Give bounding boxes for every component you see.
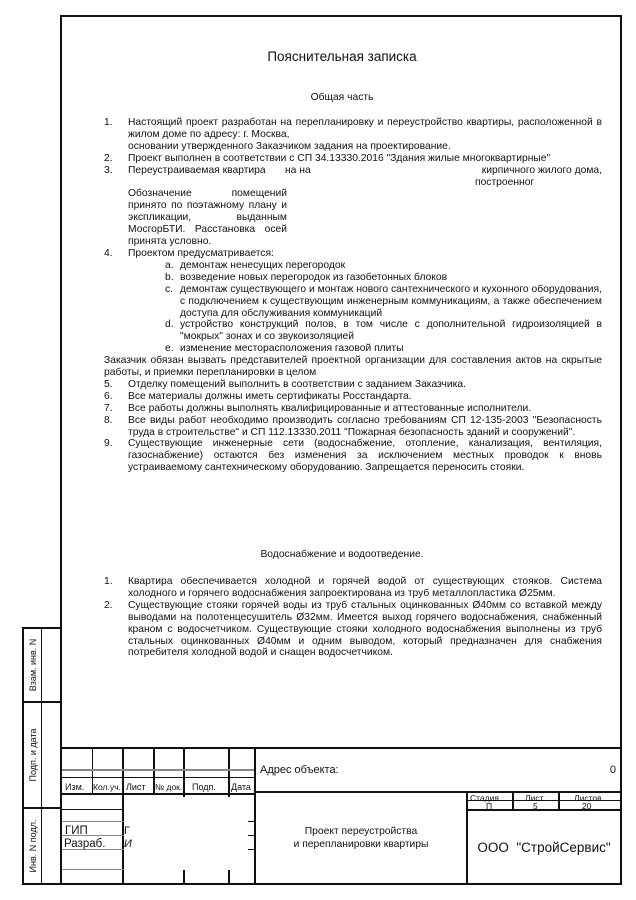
item-letter: a. [165, 259, 174, 271]
list-item [104, 438, 602, 474]
item-number: 1. [104, 117, 113, 128]
sub-list-item [104, 272, 602, 284]
list-item [104, 576, 602, 600]
list-item [104, 165, 602, 248]
item-text: кирпичного жилого дома, построенног [475, 164, 602, 188]
list-item [104, 600, 602, 660]
item-text: Квартира обеспечивается холодной и горячей водой от существующих стояков. Система холодного и горячего водоснабжения запроектирована из труб металлопластика Ø25мм. [128, 576, 602, 599]
list-item [104, 379, 602, 391]
section-heading-general: Общая часть [310, 92, 374, 103]
side-label: Подп. и дата [28, 728, 38, 782]
item-text: Все работы должны выполнять квалифицированные и аттестованные исполнители. [128, 402, 532, 414]
title-block [62, 747, 620, 883]
item-text: на на [285, 164, 311, 176]
item-text: Отделку помещений выполнить в соответствии с заданием Заказчика. [128, 378, 466, 390]
role-developer: Разраб. [64, 838, 106, 850]
address-label: Адрес объекта: [260, 764, 339, 776]
sub-list-item [104, 284, 602, 320]
item-text: Переустраиваемая квартира [128, 164, 266, 176]
col-header-qty: Кол.уч. [93, 782, 121, 792]
col-header-sheet: Лист [126, 782, 146, 792]
item-number: 2. [104, 152, 113, 164]
item-number: 9. [104, 438, 113, 450]
company-name: ООО "СтройСервис" [477, 839, 611, 855]
sub-list-item [104, 343, 602, 355]
item-text: Существующие стояки горячей воды из труб стальных оцинкованных Ø40мм со вставкой между выводами на полотенцесушитель Ø32мм. Имеется выход горячего водоснабжения, снабженный краном с водосчетчиком. Существующие стояки холодного водоснабжения выполнены из труб стальных оцинкованных Ø40мм и одним выводом, который предназначен для снабжения потребителя холодной водой и снащен водосчетчиком. [128, 599, 602, 659]
item-letter: d. [165, 319, 174, 331]
col-header-change: Изм. [65, 782, 85, 792]
side-cell-replacement-inv [24, 629, 62, 703]
address-value: 0 [609, 764, 616, 776]
list-item [104, 415, 602, 439]
col-header-date: Дата [231, 782, 251, 792]
item-text: Проект выполнен в соответствии с СП 34.13330.2016 "Здания жилые многоквартирные" [128, 152, 551, 164]
item-text: Все виды работ необходимо производить согласно требованиям СП 12-135-2003 "Безопасность труда в строительстве" и СП 112.13330.2011 "Пожарная безопасность зданий и сооружений". [128, 414, 602, 438]
item-number: 8. [104, 414, 113, 426]
list-item [104, 117, 602, 153]
item-number: 4. [104, 247, 113, 259]
role-chief-engineer: ГИП [65, 825, 88, 837]
item-number: 2. [104, 599, 113, 611]
item-letter: b. [165, 271, 174, 283]
col-header-sign: Подп. [192, 782, 216, 792]
item-text: Существующие инженерные сети (водоснабжение, отопление, канализация, вентиляция, газоснабжение) остаются без изменения за исключением местных проводок к вновь устраиваемому сантехническому оборудованию. Запрещается переносить стояки. [128, 438, 602, 474]
list-item [104, 391, 602, 403]
item-text: Все материалы должны иметь сертификаты Росстандарта. [128, 390, 412, 402]
project-name-line: Проект переустройства [304, 826, 418, 837]
side-label: Инв. N подл. [28, 819, 38, 873]
stage-header: Стадия [470, 793, 499, 803]
item-letter: e. [165, 343, 174, 355]
sub-list-item [104, 319, 602, 343]
sheet-value: 5 [533, 801, 538, 811]
side-cell-sign-date [24, 703, 62, 809]
item-number: 7. [104, 402, 113, 414]
project-name [256, 793, 466, 883]
item-text: Настоящий проект разработан на перепланировку и переустройство квартиры, расположенной в жилом доме по адресу: г. Москва, [128, 117, 602, 140]
item-text [287, 188, 602, 248]
col-header-doc-no: № док. [155, 782, 183, 792]
item-number: 1. [104, 576, 113, 587]
item-text: возведение новых перегородок из газобетонных блоков [180, 271, 448, 283]
page-title: Пояснительная записка [267, 49, 417, 64]
project-name-line: и перепланировки квартиры [293, 839, 429, 850]
item-text: устройство конструкций полов, в том числе с дополнительной гидроизоляцией в "мокрых" зонах и со звукоизоляцией [180, 319, 602, 343]
item-text: изменение месторасположения газовой плиты [180, 343, 404, 355]
list-item [104, 248, 602, 260]
sheets-value: 20 [582, 801, 592, 811]
role-name-partial: Г [124, 825, 130, 837]
section-general-body [104, 117, 602, 474]
item-text: демонтаж существующего и монтаж нового сантехнического и кухонного оборудования, с подключением к существующим инженерным коммуникациям, а также обеспечением доступа для обслуживания коммуникаций [180, 283, 602, 319]
item-number: 5. [104, 378, 113, 390]
side-label: Взам. инв. N [28, 638, 38, 692]
item-text: демонтаж ненесущих перегородок [180, 259, 346, 271]
sheets-header: Листов [574, 793, 602, 803]
side-cell-original-inv [24, 809, 62, 883]
sub-list-item [104, 260, 602, 272]
list-item [104, 403, 602, 415]
item-number: 3. [104, 164, 113, 176]
section-heading-water: Водоснабжение и водоотведение. [260, 549, 424, 560]
side-stamp-strip [22, 627, 62, 885]
item-text: основании утвержденного Заказчиком задания на проектирование. [128, 140, 451, 152]
stage-value: П [486, 801, 493, 811]
sheet-header: Лист [525, 793, 544, 803]
item-text: Обозначение помещений принято по поэтажному плану и экспликации, выданным МосгорБТИ. Расстановка осей принята условно. [128, 188, 287, 248]
customer-obligation-paragraph: Заказчик обязан вызвать представителей проектной организации для составления актов на скрытые работы, и приемки перепланировки в целом [104, 355, 602, 379]
item-letter: c. [165, 283, 174, 295]
item-text: Проектом предусматривается: [128, 247, 274, 259]
list-item [104, 153, 602, 165]
role-name-partial: И [124, 838, 132, 850]
item-number: 6. [104, 390, 113, 402]
section-water-body [104, 576, 602, 659]
